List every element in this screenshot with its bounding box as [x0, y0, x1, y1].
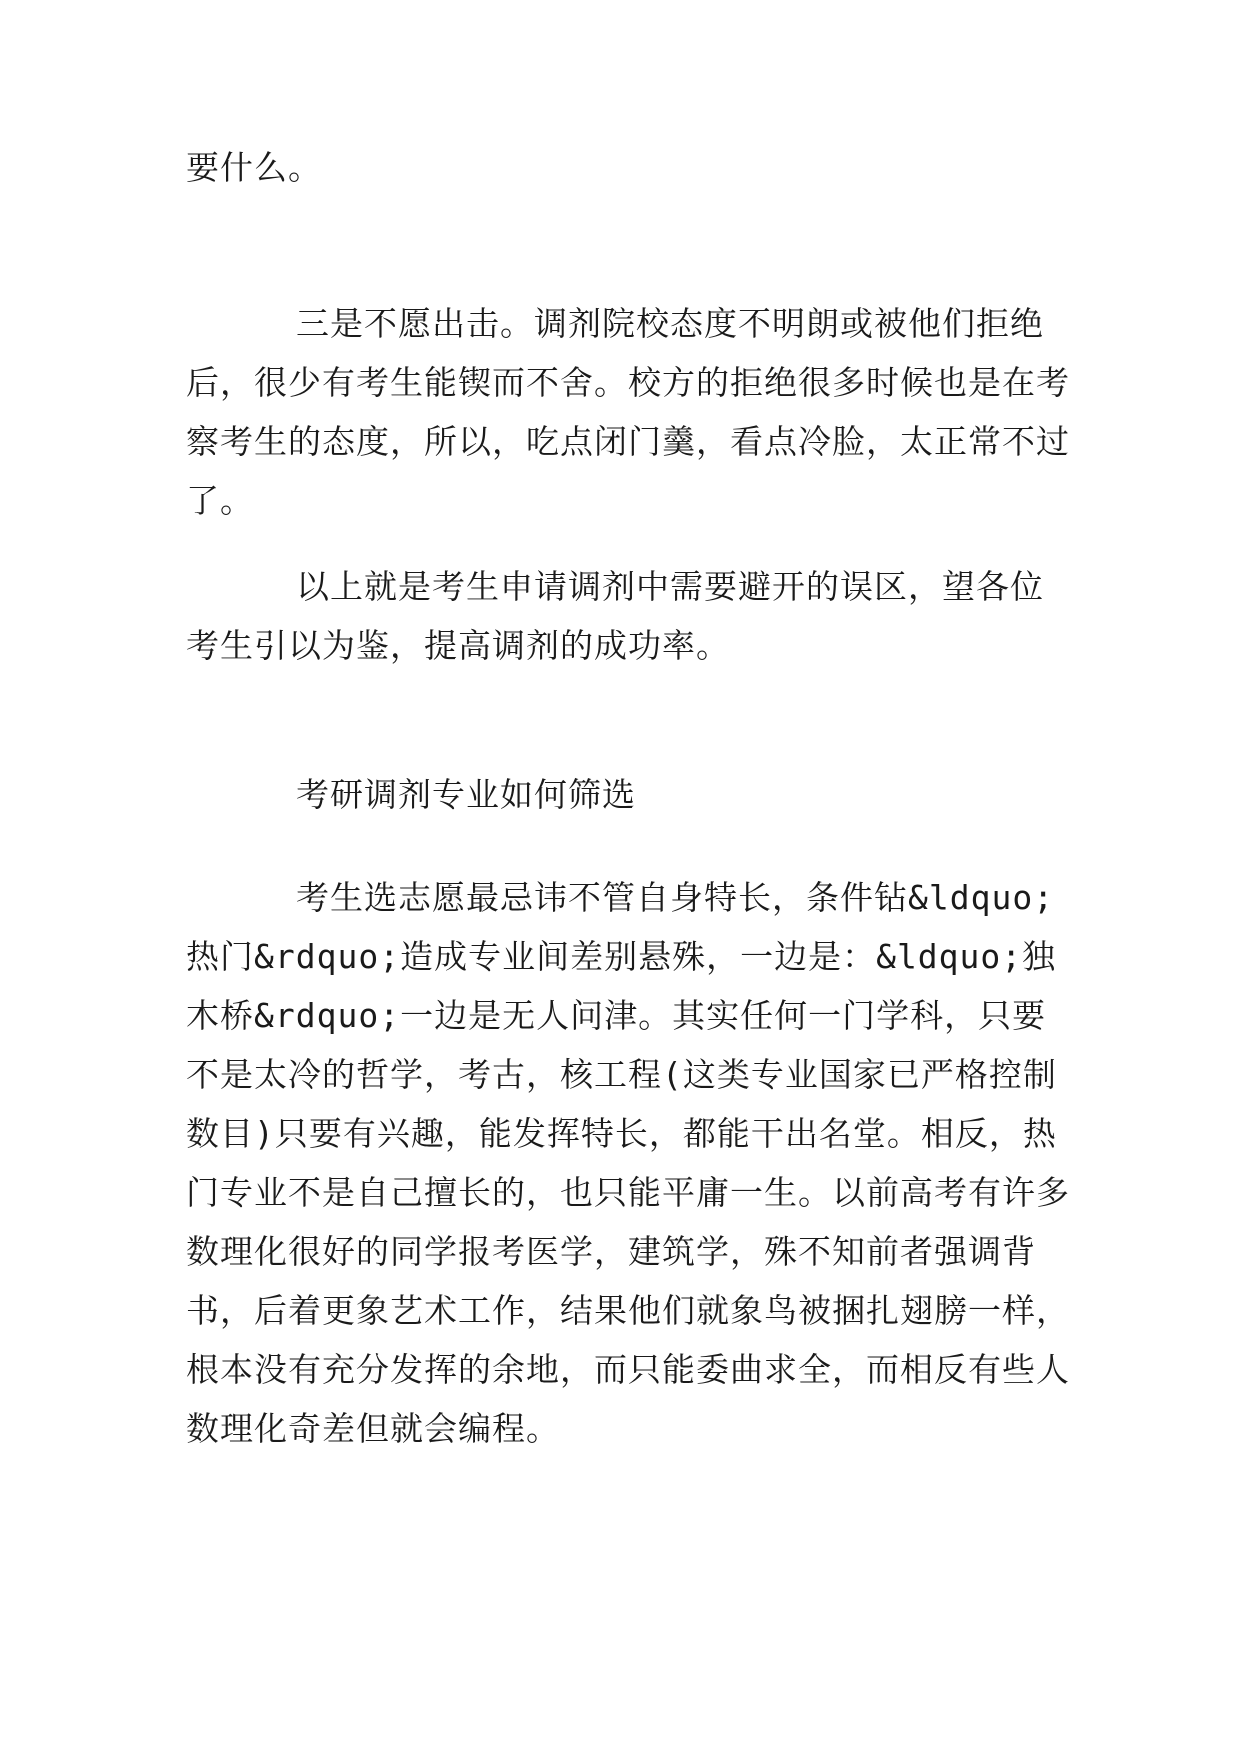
paragraph-continuation: 要什么。 — [186, 148, 322, 187]
paragraph-major-selection: 考生选志愿最忌讳不管自身特长，条件钻&ldquo;热门&rdquo;造成专业间差别悬殊，一边是：&ldquo;独木桥&rdquo;一边是无人问津。其实任何一门学科，只要不是太冷的哲学，考古，核工程(这类专业国家已严格控制数目)只要有兴趣，能发挥特长，都能干出名堂。相反，热门专业不是自己擅长的，也只能平庸一生。以前高考有许多数理化很好的同学报考医学，建筑学，殊不知前者强调背书，后着更象艺术工作，结果他们就象鸟被捆扎翅膀一样，根本没有充分发挥的余地，而只能委曲求全，而相反有些人数理化奇差但就会编程。 — [186, 878, 1070, 1448]
paragraph-not-willing-to-act: 三是不愿出击。调剂院校态度不明朗或被他们拒绝后，很少有考生能锲而不舍。校方的拒绝很多时候也是在考察考生的态度，所以，吃点闭门羹，看点冷脸，太正常不过了。 — [186, 304, 1070, 520]
paragraph-summary: 以上就是考生申请调剂中需要避开的误区，望各位考生引以为鉴，提高调剂的成功率。 — [186, 567, 1044, 665]
section-heading: 考研调剂专业如何筛选 — [296, 775, 636, 814]
